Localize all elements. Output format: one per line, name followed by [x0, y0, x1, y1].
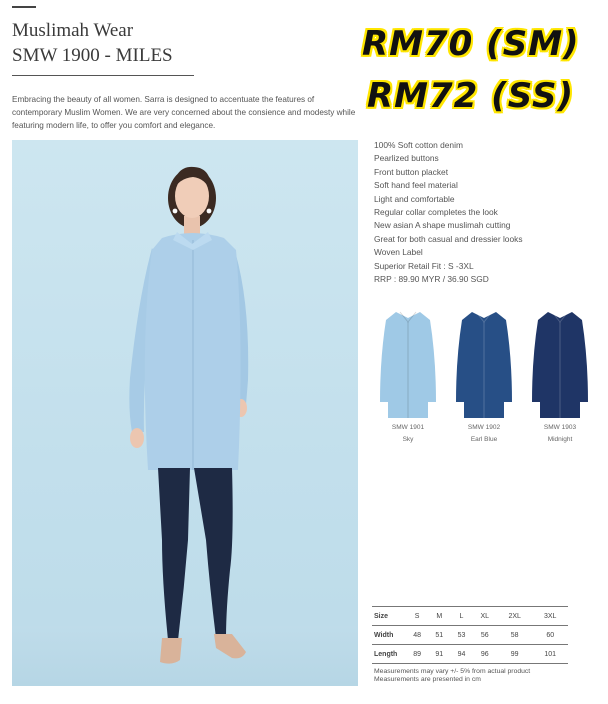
- variant-sky: [376, 308, 440, 444]
- table-header-cell: L: [450, 607, 472, 626]
- variant-color-name: Sky: [402, 436, 414, 443]
- variant-code: SMW 1903: [543, 424, 577, 431]
- table-row: [372, 645, 568, 664]
- note-line: Measurements are presented in cm: [374, 676, 481, 684]
- table-cell: 56: [473, 626, 497, 645]
- feature-item: Light and comfortable: [374, 193, 455, 204]
- color-variants: [376, 308, 596, 443]
- table-header-cell: S: [406, 607, 428, 626]
- table-cell: 99: [497, 645, 533, 664]
- price-ss: RM72 (SS): [367, 76, 575, 116]
- title-divider: [12, 75, 194, 76]
- shirt-earl-blue-icon: [452, 308, 516, 420]
- variant-code: SMW 1902: [467, 424, 501, 431]
- variant-midnight: [528, 308, 592, 444]
- note-line: Measurements may vary +/- 5% from actual product: [374, 668, 531, 675]
- table-cell: 60: [532, 626, 568, 645]
- variant-code: SMW 1901: [391, 424, 425, 431]
- table-cell: 94: [450, 645, 472, 664]
- variant-color-name: Earl Blue: [470, 436, 498, 443]
- table-cell: 91: [428, 645, 450, 664]
- shirt-midnight-icon: [528, 308, 592, 420]
- table-cell: Width: [372, 626, 406, 645]
- size-chart: [372, 606, 568, 664]
- table-header-cell: Size: [372, 607, 406, 626]
- variant-earl-blue: [452, 308, 516, 444]
- table-cell: 51: [428, 626, 450, 645]
- variant-color-name: Midnight: [547, 436, 573, 443]
- model-photo: [12, 140, 358, 686]
- feature-item: New asian A shape muslimah cutting: [374, 220, 511, 231]
- feature-item: Front button placket: [374, 166, 449, 177]
- table-cell: 53: [450, 626, 472, 645]
- feature-item: Woven Label: [374, 247, 423, 258]
- feature-item: Superior Retail Fit : S -3XL: [374, 260, 474, 271]
- feature-item: Great for both casual and dressier looks: [374, 233, 523, 244]
- table-header-cell: 3XL: [532, 607, 568, 626]
- table-row: [372, 626, 568, 645]
- table-cell: 96: [473, 645, 497, 664]
- table-header-cell: M: [428, 607, 450, 626]
- table-header-row: [372, 607, 568, 626]
- shirt-sky-icon: [376, 308, 440, 420]
- table-cell: 58: [497, 626, 533, 645]
- price-sm: RM70 (SM): [362, 24, 580, 64]
- table-cell: 101: [532, 645, 568, 664]
- feature-list: [374, 139, 594, 286]
- table-cell: 48: [406, 626, 428, 645]
- table-header-cell: XL: [473, 607, 497, 626]
- measurement-notes: [374, 668, 530, 685]
- table-header-cell: 2XL: [497, 607, 533, 626]
- feature-item: 100% Soft cotton denim: [374, 140, 463, 150]
- top-rule: [12, 6, 36, 8]
- model-figure: [12, 140, 358, 686]
- page-title: Muslimah Wear: [12, 20, 134, 41]
- product-model: SMW 1900 - MILES: [12, 45, 173, 66]
- intro-paragraph: Embracing the beauty of all women. Sarra is designed to accentuate the features of contemporary Muslim Women. We are very concerned about the consience and modesty while featuring modern life, to offer you comfort and elegance.: [12, 95, 356, 130]
- feature-item: RRP : 89.90 MYR / 36.90 SGD: [374, 274, 489, 285]
- table-cell: Length: [372, 645, 406, 664]
- feature-item: Regular collar completes the look: [374, 207, 498, 218]
- feature-item: Pearlized buttons: [374, 153, 439, 164]
- table-cell: 89: [406, 645, 428, 664]
- feature-item: Soft hand feel material: [374, 180, 458, 191]
